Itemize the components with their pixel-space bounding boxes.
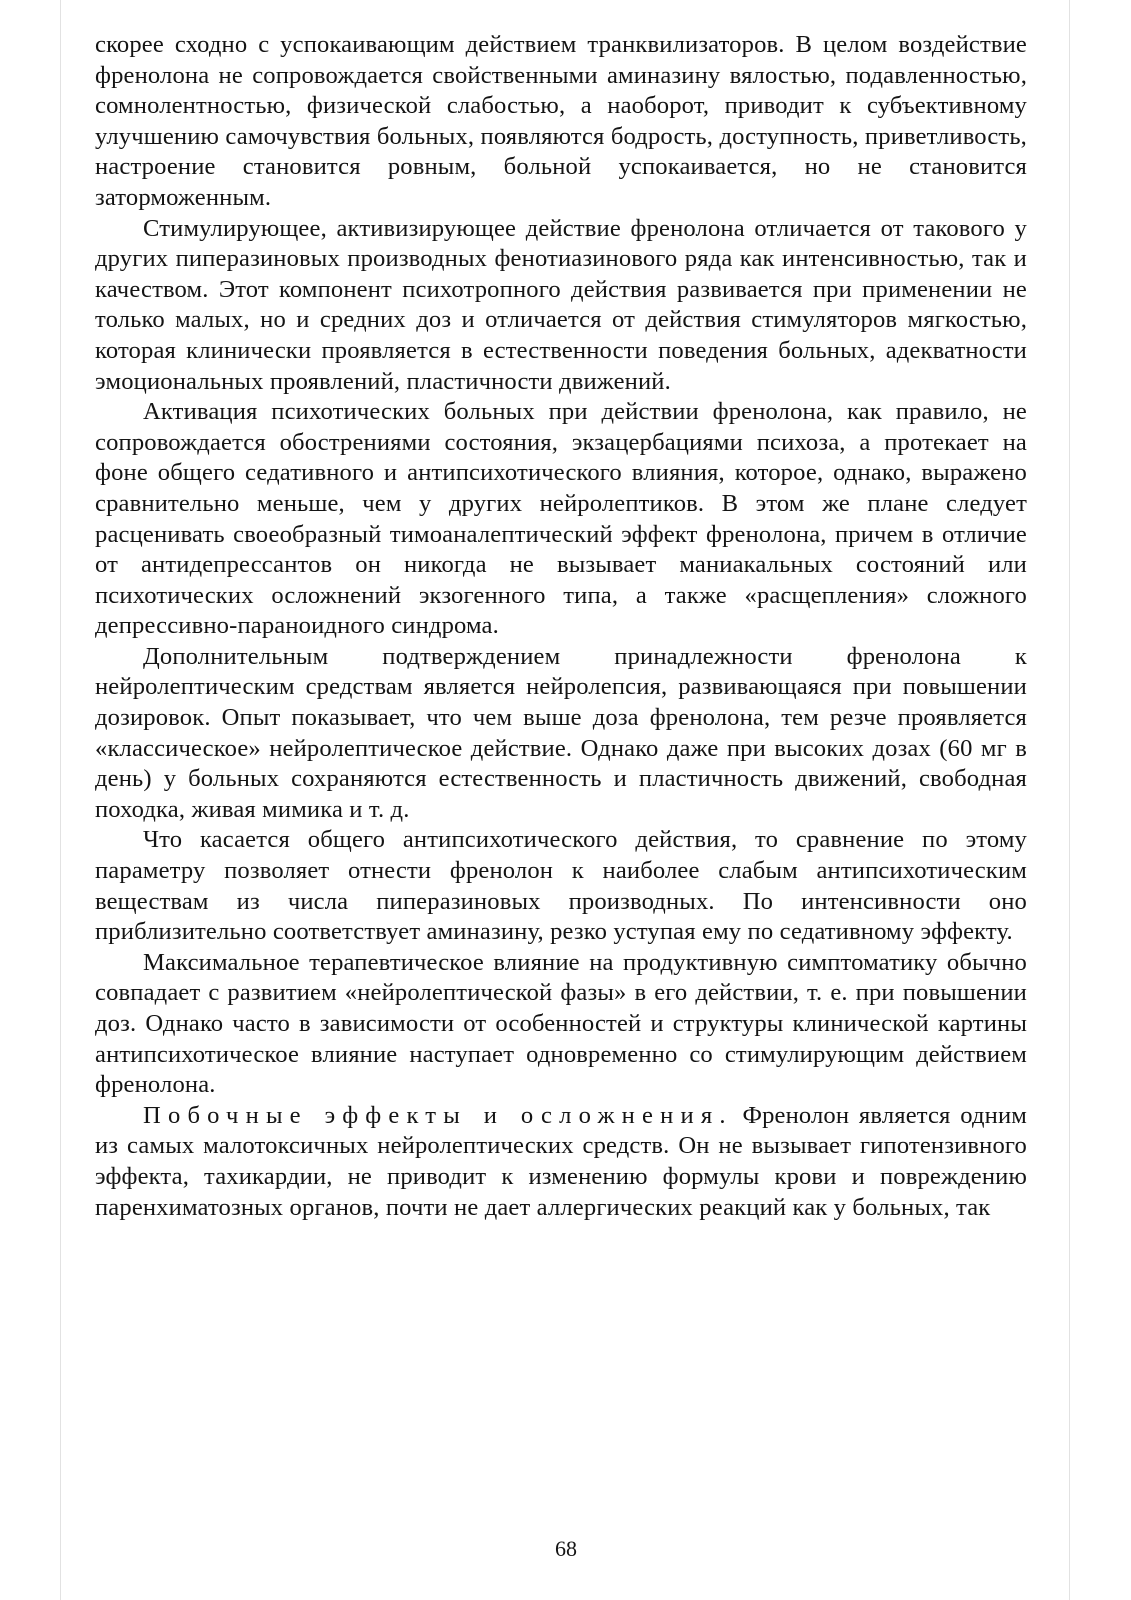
paragraph-1: скорее сходно с успокаивающим действием транквилизаторов. В целом воздействие френолона не сопровождается свойственными аминазину вялостью, подавленностью, сомнолентностью, физической слабостью, а наоборот, приводит к субъективному улучшению самочувствия больных, появляются бодрость, доступность, приветливость, настроение становится ровным, больной успокаивается, но не становится заторможенным. — [95, 31, 1027, 211]
page-body-text — [95, 30, 1027, 1223]
paragraph-7-text: Френолон является одним из самых малотоксичных нейролептических средств. Он не вызывает гипотензивного эффекта, тахикардии, не приводит к изменению формулы крови и повреждению паренхиматозных органов, почти не дает аллергических реакций как у больных, так — [95, 1101, 1027, 1221]
paragraph-6: Максимальное терапевтическое влияние на продуктивную симптоматику обычно совпадает с развитием «нейролептической фазы» в его действии, т. е. при повышении доз. Однако часто в зависимости от особенностей и структуры клинической картины антипсихотическое влияние наступает одновременно со стимулирующим действием френолона. — [95, 948, 1027, 1099]
page-number: 68 — [555, 1536, 577, 1561]
paragraph-4: Дополнительным подтверждением принадлежности френолона к нейролептическим средствам является нейролепсия, развивающаяся при повышении дозировок. Опыт показывает, что чем выше доза френолона, тем резче проявляется «классическое» нейролептическое действие. Однако даже при высоких дозах (60 мг в день) у больных сохраняются естественность и пластичность движений, свободная походка, живая мимика и т. д. — [95, 642, 1027, 823]
paragraph-7 — [95, 1101, 1027, 1223]
paragraph-5: Что касается общего антипсихотического действия, то сравнение по этому параметру позволяет отнести френолон к наиболее слабым антипсихотическим веществам из числа пиперазиновых производных. По интенсивности оно приблизительно соответствует аминазину, резко уступая ему по седативному эффекту. — [95, 826, 1027, 946]
section-heading-side-effects: Побочные эффекты и осложнения. — [143, 1101, 733, 1129]
paragraph-3: Активация психотических больных при действии френолона, как правило, не сопровождается обострениями состояния, экзацербациями психоза, а протекает на фоне общего седативного и антипсихотического влияния, которое, однако, выражено сравнительно меньше, чем у других нейролептиков. В этом же плане следует расценивать своеобразный тимоаналептический эффект френолона, причем в отличие от антидепрессантов он никогда не вызывает маниакальных состояний или психотических осложнений экзогенного типа, а также «расщепления» сложного депрессивно-параноидного синдрома. — [95, 398, 1027, 640]
book-page — [60, 0, 1070, 1600]
paragraph-2: Стимулирующее, активизирующее действие френолона отличается от такового у других пиперазиновых производных фенотиазинового ряда как интенсивностью, так и качеством. Этот компонент психотропного действия развивается при применении не только малых, но и средних доз и отличается от действия стимуляторов мягкостью, которая клинически проявляется в естественности поведения больных, адекватности эмоциональных проявлений, пластичности движений. — [95, 214, 1027, 395]
